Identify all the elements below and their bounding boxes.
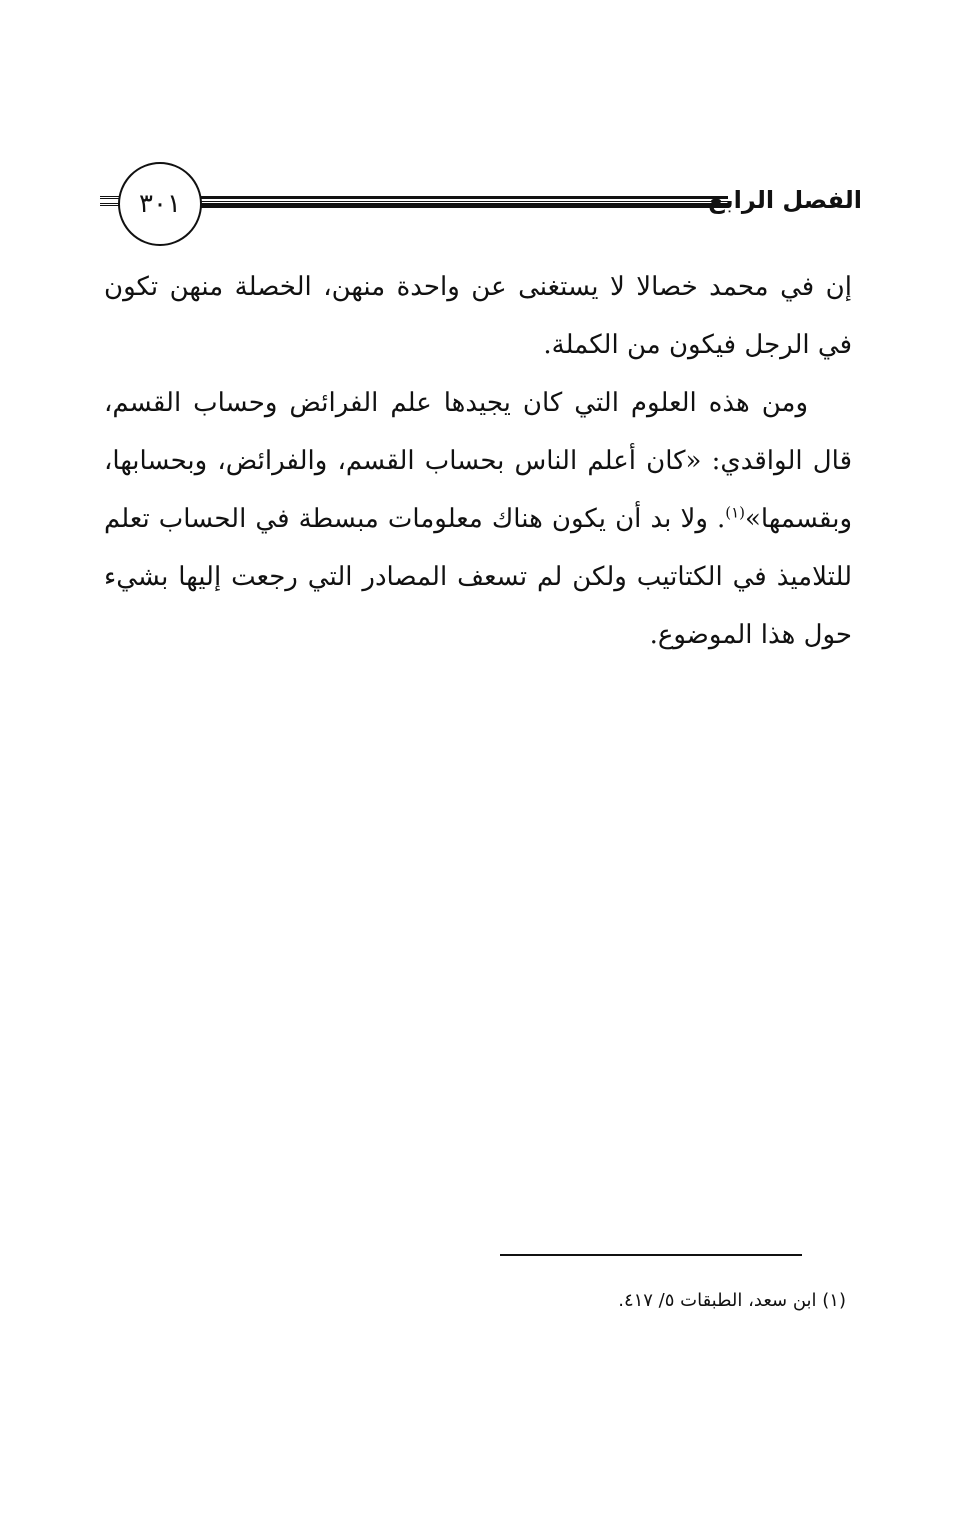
paragraph-text: ومن هذه العلوم التي كان يجيدها علم الفرائض وحساب القسم، قال الواقدي: «كان أعلم الناس بحساب القسم، والفرائض، وبحسابها، وبقسمها»	[104, 388, 852, 534]
header-rule	[196, 196, 728, 208]
page-number: ٣٠١	[139, 189, 181, 219]
chapter-title: الفصل الرابع	[708, 186, 862, 214]
footnote-reference[interactable]: (١)	[725, 503, 746, 522]
paragraph: إن في محمد خصالا لا يستغنى عن واحدة منهن، الخصلة منهن تكون في الرجل فيكون من الكملة.	[104, 272, 852, 360]
footnote-separator	[500, 1254, 802, 1256]
page-number-circle	[118, 162, 202, 246]
footnote: (١) ابن سعد، الطبقات ٥/ ٤١٧.	[618, 1290, 846, 1311]
body-text	[104, 258, 852, 664]
paragraph	[104, 374, 852, 664]
running-header	[100, 150, 862, 260]
paragraph-text: . ولا بد أن يكون هناك معلومات مبسطة في الحساب تعلم للتلاميذ في الكتاتيب ولكن لم تسعف المصادر التي رجعت إليها بشيء حول هذا الموضوع.	[104, 504, 852, 650]
